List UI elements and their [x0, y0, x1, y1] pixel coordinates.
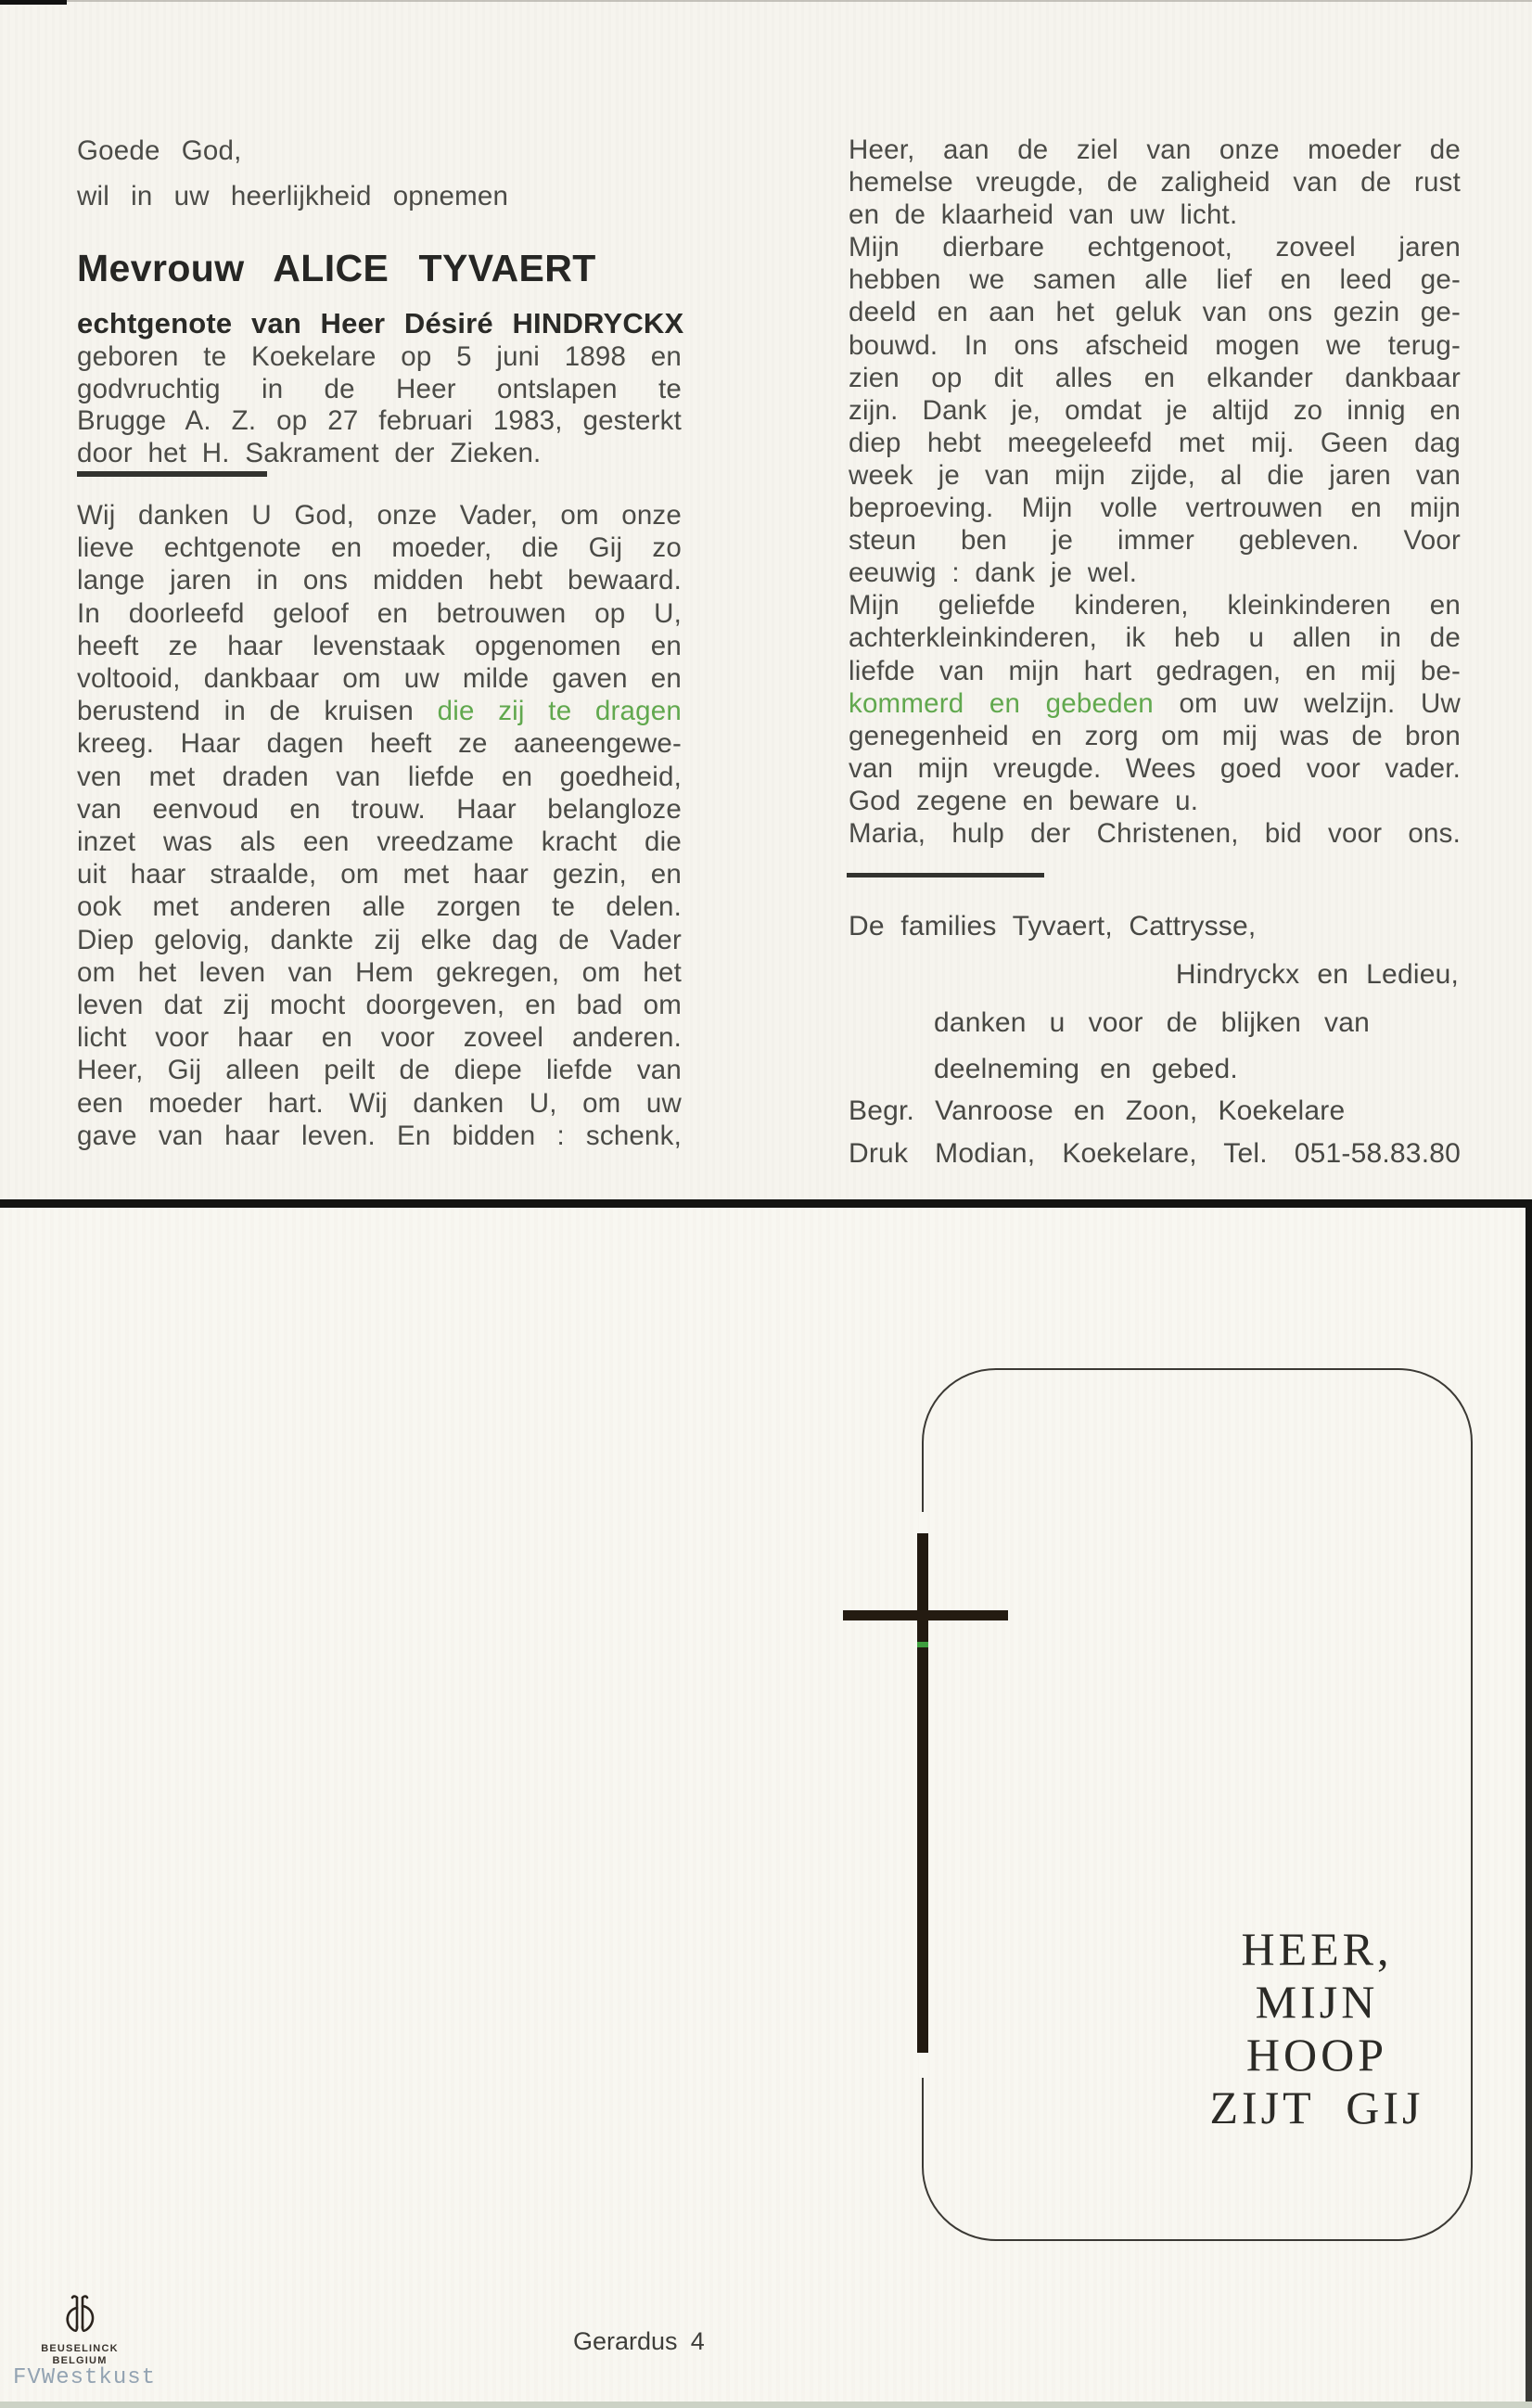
text-line: beproeving. Mijn volle vertrouwen en mijn	[849, 493, 1461, 524]
scan-right-edge	[1526, 1203, 1532, 2408]
scan-bottom-edge	[0, 2402, 1532, 2408]
thanks-line: danken u voor de blijken van	[934, 1007, 1371, 1038]
text-line: een moeder hart. Wij danken U, om uw	[77, 1087, 682, 1119]
prayer-text-left-column	[77, 499, 682, 1152]
text-line: diep hebt meegeleefd met mij. Geen dag	[849, 427, 1461, 458]
separator-rule-left	[77, 471, 267, 477]
salutation-text	[77, 128, 682, 219]
archive-watermark: FVWestkust	[13, 2365, 157, 2390]
text-line: zijn. Dank je, omdat je altijd zo innig en	[849, 394, 1461, 426]
text-line: heeft ze haar levenstaak opgenomen en	[77, 630, 682, 661]
text-line: voltooid, dankbaar om uw milde gaven en	[77, 663, 682, 695]
biography-text	[77, 341, 682, 469]
text-line: Heer, Gij alleen peilt de diepe liefde van	[77, 1055, 682, 1086]
text-line: HEER,	[1241, 1923, 1393, 1975]
scan-green-tick	[917, 1642, 928, 1647]
publisher-monogram-icon	[62, 2295, 97, 2343]
separator-rule-right	[847, 873, 1044, 877]
text-line: zien op dit alles en elkander dankbaar	[849, 362, 1461, 393]
text-line: Diep gelovig, dankte zij elke dag de Vader	[77, 924, 682, 955]
publisher-mark	[35, 2295, 124, 2367]
text-line: bouwd. In ons afscheid mogen we terug-	[849, 329, 1461, 361]
text-line: berustend in de kruisen die zij te dragen	[77, 696, 682, 727]
text-line: om het leven van Hem gekregen, om het	[77, 956, 682, 988]
text-line: genegenheid en zorg om mij was de bron	[849, 720, 1461, 751]
text-line: en de klaarheid van uw licht.	[849, 199, 1238, 231]
text-line: geboren te Koekelare op 5 juni 1898 en	[77, 341, 682, 372]
text-line: godvruchtig in de Heer ontslapen te	[77, 373, 682, 404]
text-line: gave van haar leven. En bidden : schenk,	[77, 1120, 682, 1151]
text-line: deeld en aan het geluk van ons gezin ge-	[849, 297, 1461, 328]
text-line: Goede God,	[77, 135, 242, 166]
series-label: Gerardus 4	[573, 2327, 705, 2355]
family-names-line: De families Tyvaert, Cattrysse,	[849, 911, 1257, 941]
undertaker-credit: Begr. Vanroose en Zoon, Koekelare	[849, 1095, 1346, 1126]
publisher-caption: BEUSELINCK	[41, 2343, 119, 2354]
thanks-line: deelneming en gebed.	[934, 1054, 1238, 1084]
text-line: leven dat zij mocht doorgeven, en bad om	[77, 990, 682, 1021]
text-line: uit haar straalde, om met haar gezin, en	[77, 859, 682, 890]
family-names-line: Hindryckx en Ledieu,	[1175, 959, 1459, 990]
family-acknowledgement	[849, 911, 1461, 1189]
text-line: MIJN	[1255, 1976, 1379, 2028]
text-line: lieve echtgenote en moeder, die Gij zo	[77, 532, 682, 564]
text-line: Mijn geliefde kinderen, kleinkinderen en	[849, 590, 1461, 621]
text-line: Brugge A. Z. op 27 februari 1983, gesterkt	[77, 405, 682, 437]
text-line: achterkleinkinderen, ik heb u allen in de	[849, 622, 1461, 654]
spouse-heading: echtgenote van Heer Désiré HINDRYCKX	[77, 307, 684, 339]
cross-icon-arm	[843, 1610, 1008, 1620]
text-line: eeuwig : dank je wel.	[849, 557, 1138, 589]
motto-text	[1155, 1923, 1479, 2134]
scan-top-edge	[0, 0, 1532, 2]
text-line: HOOP	[1245, 2029, 1388, 2081]
text-line: liefde van mijn hart gedragen, en mij be-	[849, 655, 1461, 686]
text-line: lange jaren in ons midden hebt bewaard.	[77, 565, 682, 596]
text-line: Wij danken U God, onze Vader, om onze	[77, 500, 682, 531]
scan-green-tint: die zij te dragen	[437, 696, 682, 727]
text-line: Heer, aan de ziel van onze moeder de	[849, 134, 1461, 165]
printer-credit: Druk Modian, Koekelare, Tel. 051-58.83.80	[849, 1138, 1461, 1169]
deceased-name-heading: Mevrouw ALICE TYVAERT	[77, 247, 596, 289]
text-line: kreeg. Haar dagen heeft ze aaneengewe-	[77, 728, 682, 760]
text-line: inzet was als een vreedzame kracht die	[77, 826, 682, 858]
text-line: hemelse vreugde, de zaligheid van de rust	[849, 167, 1461, 199]
text-line: week je van mijn zijde, al die jaren van	[849, 459, 1461, 491]
publisher-caption: BELGIUM	[52, 2355, 108, 2366]
text-line: Mijn dierbare echtgenoot, zoveel jaren	[849, 232, 1461, 263]
text-line: hebben we samen alle lief en leed ge-	[849, 264, 1461, 296]
text-line: Maria, hulp der Christenen, bid voor ons.	[849, 817, 1461, 849]
card-back-panel	[0, 0, 1532, 1199]
text-line: licht voor haar en voor zoveel anderen.	[77, 1022, 682, 1054]
fold-crease-line	[0, 1199, 1532, 1208]
text-line: van eenvoud en trouw. Haar belangloze	[77, 793, 682, 825]
text-line: door het H. Sakrament der Zieken.	[77, 437, 542, 468]
text-line: ZIJT GIJ	[1209, 2081, 1424, 2133]
text-line: wil in uw heerlijkheid opnemen	[77, 181, 509, 211]
scan-top-edge-mark	[0, 0, 67, 5]
text-line: ook met anderen alle zorgen te delen.	[77, 891, 682, 923]
prayer-text-right-column	[849, 134, 1461, 850]
scan-green-tint: kommerd en gebeden	[849, 687, 1154, 719]
card-front-panel	[0, 1208, 1532, 2402]
text-line: kommerd en gebeden om uw welzijn. Uw	[849, 687, 1461, 719]
text-line: ven met draden van liefde en goedheid,	[77, 761, 682, 792]
text-line: steun ben je immer gebleven. Voor	[849, 525, 1461, 557]
text-line: God zegene en beware u.	[849, 785, 1199, 816]
text-line: van mijn vreugde. Wees goed voor vader.	[849, 752, 1461, 784]
text-line: In doorleefd geloof en betrouwen op U,	[77, 597, 682, 629]
